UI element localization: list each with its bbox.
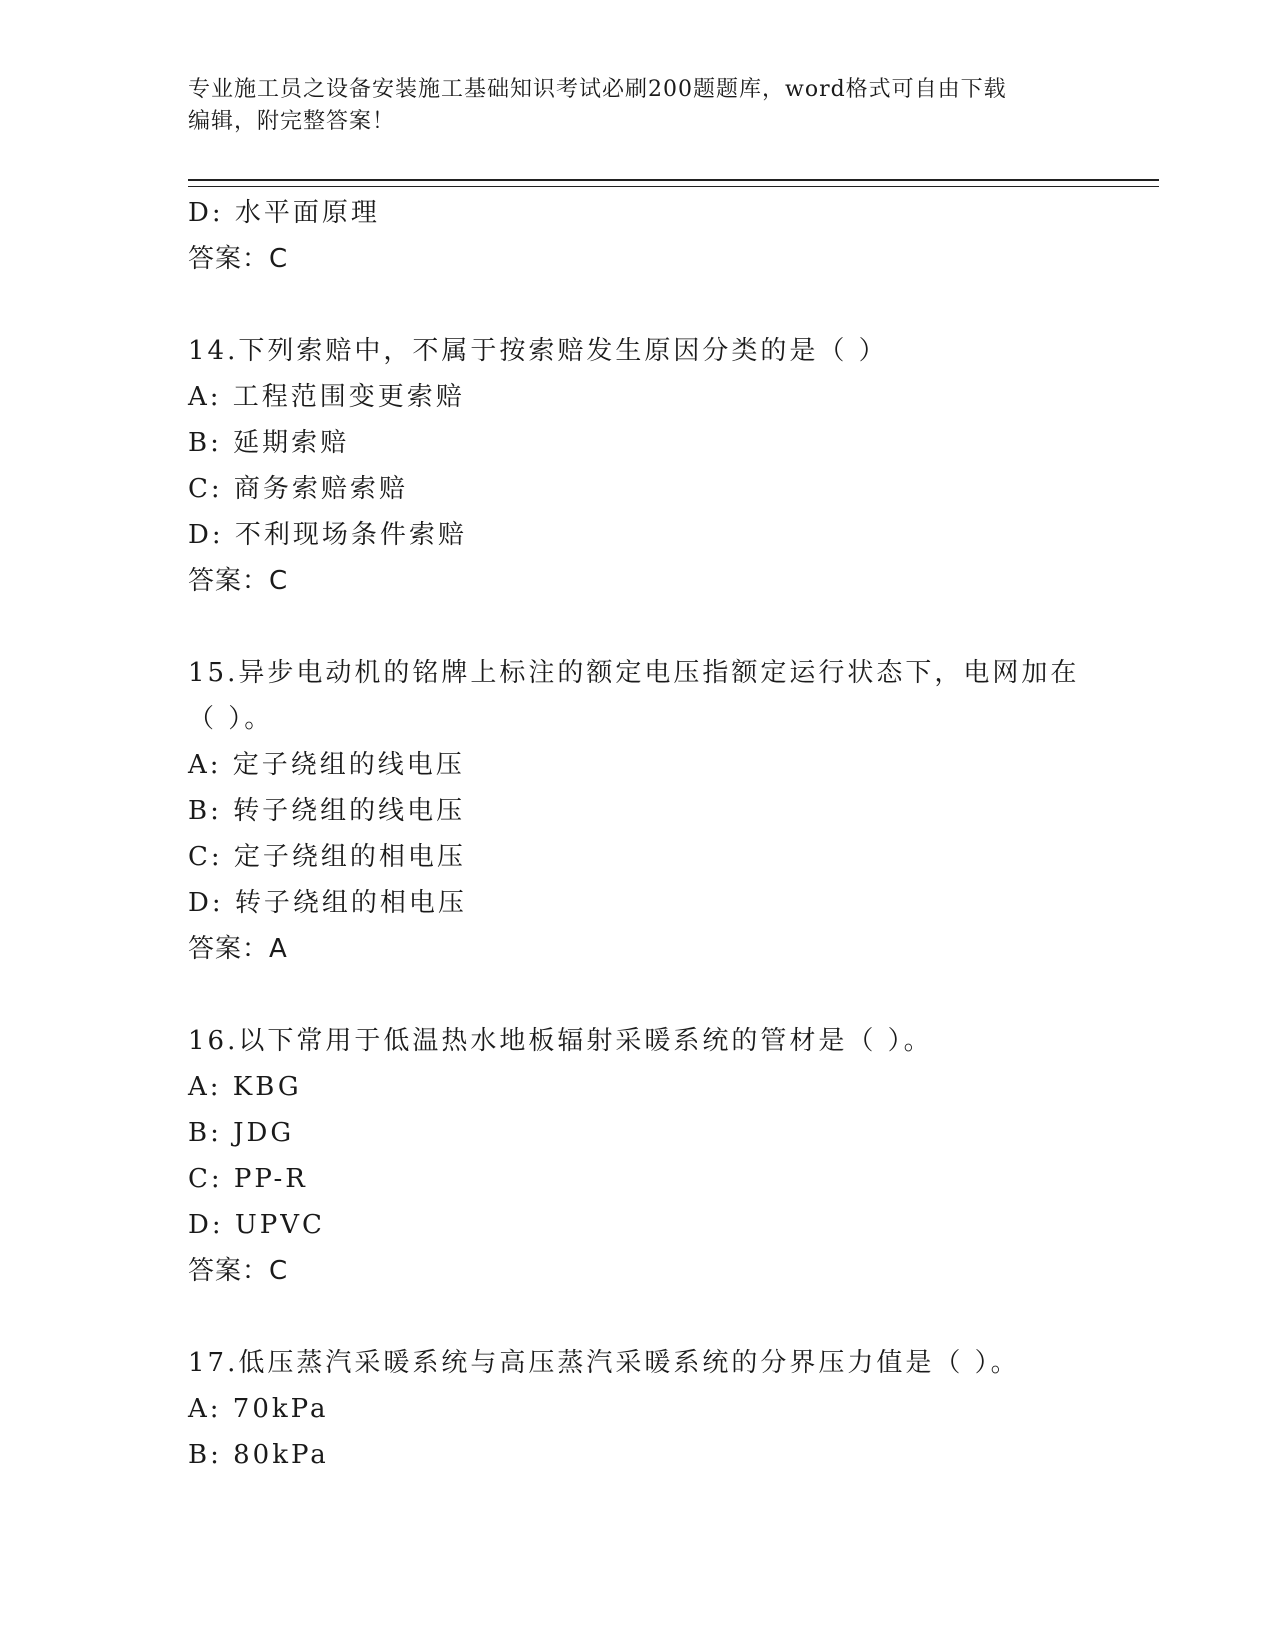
- option-a: A: 工程范围变更索赔: [188, 382, 465, 412]
- question-16: [188, 1018, 1088, 1294]
- answer: 答案：C: [188, 244, 289, 274]
- question-17: [188, 1340, 1088, 1478]
- option-b: B: 80kPa: [188, 1440, 329, 1470]
- option-d: D: 不利现场条件索赔: [188, 520, 467, 550]
- question-stem: 17.低压蒸汽采暖系统与高压蒸汽采暖系统的分界压力值是（ ）。: [188, 1348, 1020, 1378]
- option-a: A: 70kPa: [188, 1394, 329, 1424]
- option-b: B: JDG: [188, 1118, 295, 1148]
- option-d: D: 转子绕组的相电压: [188, 888, 467, 918]
- option-c: C: 定子绕组的相电压: [188, 842, 466, 872]
- answer: 答案：A: [188, 934, 288, 964]
- document-body: [188, 190, 1088, 1478]
- option-c: C: PP-R: [188, 1164, 308, 1194]
- header-title-line-2: 编辑，附完整答案！: [188, 109, 396, 134]
- question-stem-continued: （ ）。: [188, 704, 274, 734]
- question-stem: 16.以下常用于低温热水地板辐射采暖系统的管材是（ ）。: [188, 1026, 933, 1056]
- answer: 答案：C: [188, 566, 289, 596]
- page-header: [188, 74, 1088, 138]
- header-divider: [188, 179, 1159, 187]
- option-b: B: 延期索赔: [188, 428, 350, 458]
- previous-question-tail: [188, 190, 1088, 282]
- option-d: D: 水平面原理: [188, 198, 380, 228]
- question-stem: 15.异步电动机的铭牌上标注的额定电压指额定运行状态下，电网加在: [188, 658, 1080, 688]
- question-stem: 14.下列索赔中，不属于按索赔发生原因分类的是（ ）: [188, 336, 888, 366]
- option-b: B: 转子绕组的线电压: [188, 796, 466, 826]
- option-c: C: 商务索赔索赔: [188, 474, 408, 504]
- question-14: [188, 328, 1088, 604]
- option-a: A: KBG: [188, 1072, 302, 1102]
- option-d: D: UPVC: [188, 1210, 325, 1240]
- header-title-line-1: 专业施工员之设备安装施工基础知识考试必刷200题题库，word格式可自由下载: [188, 77, 1007, 102]
- option-a: A: 定子绕组的线电压: [188, 750, 465, 780]
- answer: 答案：C: [188, 1256, 289, 1286]
- question-15: [188, 650, 1088, 972]
